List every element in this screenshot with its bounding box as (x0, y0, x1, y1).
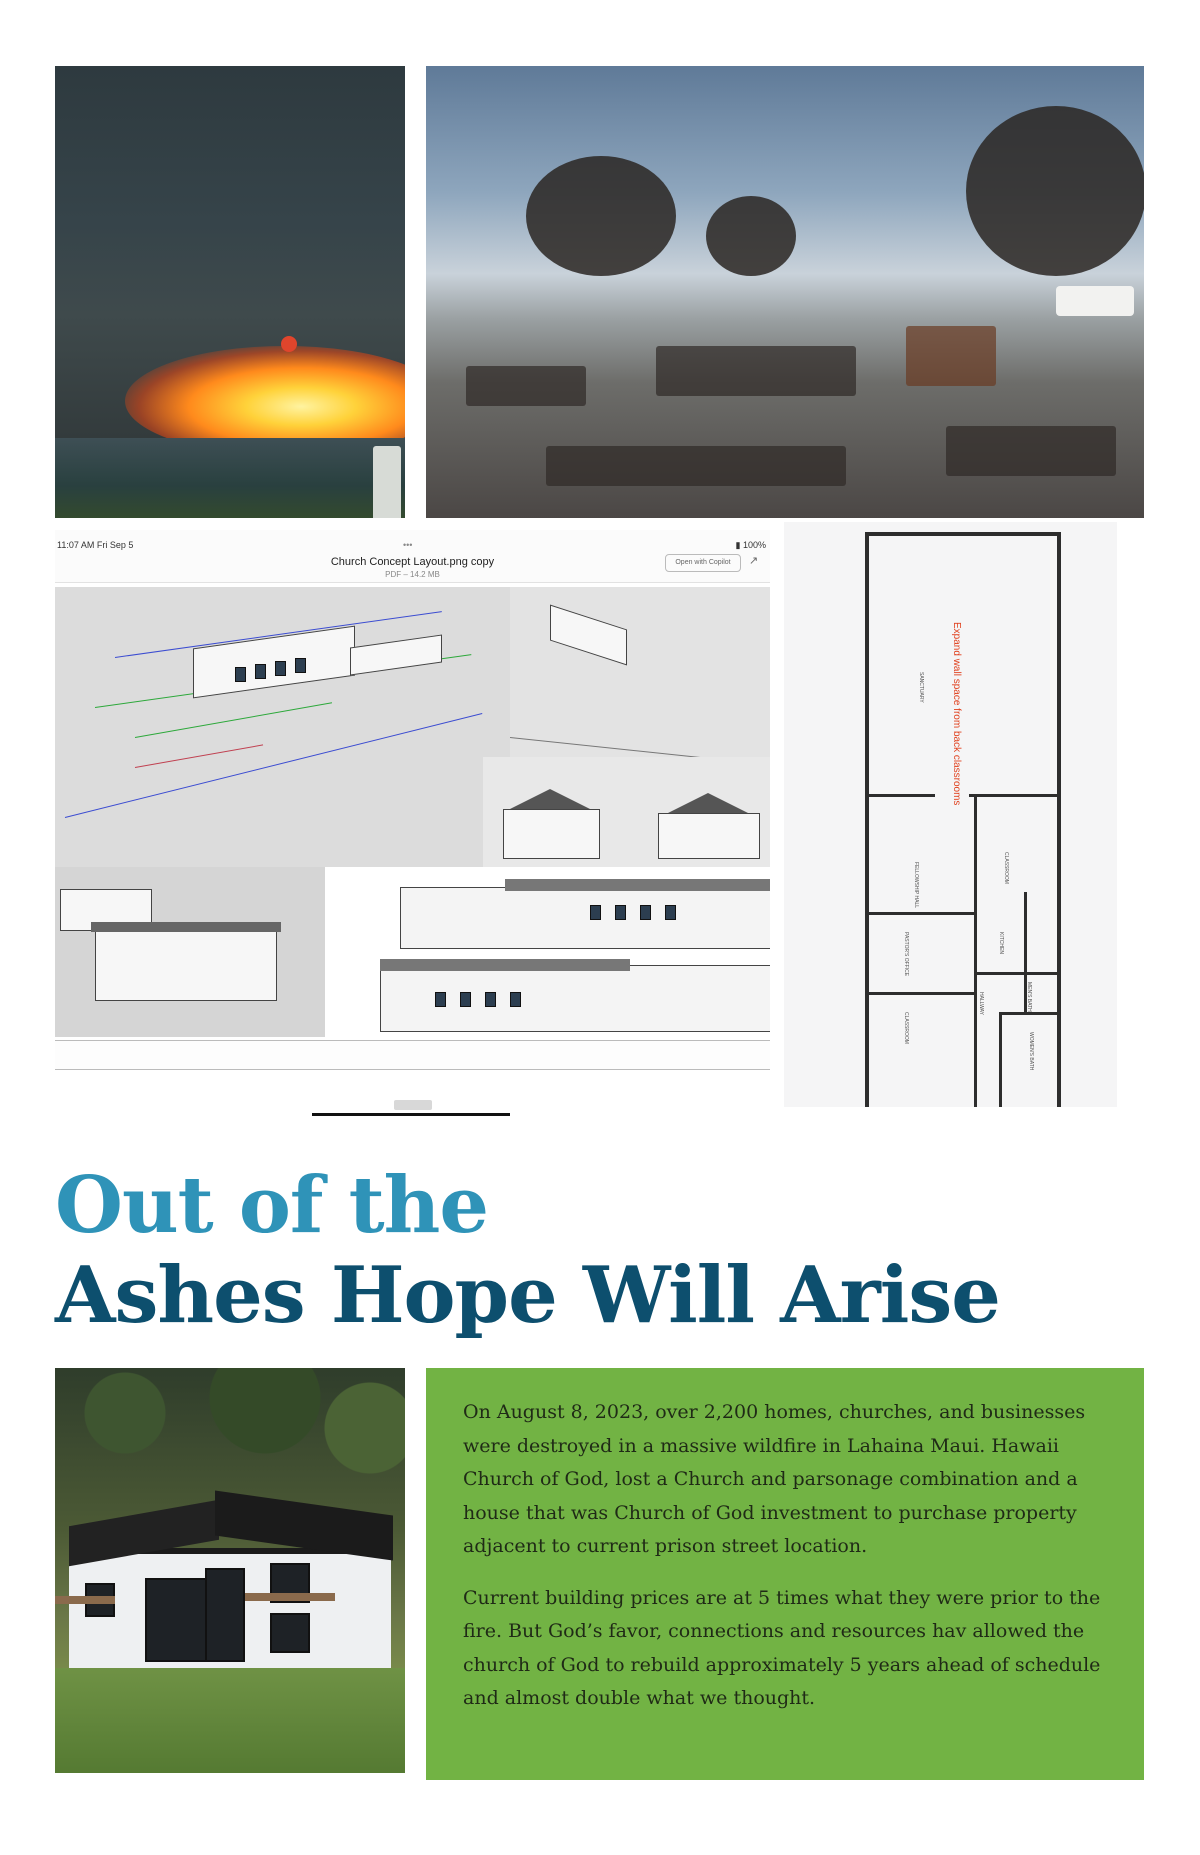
window (255, 664, 266, 679)
window (205, 1568, 245, 1662)
wall (865, 912, 974, 915)
document-scrollbar[interactable] (55, 1040, 770, 1070)
elevation-building (658, 813, 760, 859)
floor-plan (784, 522, 1117, 1107)
wall (865, 532, 1061, 536)
story-paragraph-2: Current building prices are at 5 times what they were prior to the fire. But God’s favor, connections and resources hav allowed the church of God to rebuild approximately 5 years ahead of schedule and almost double what we thought. (463, 1586, 1101, 1709)
headline-line-1: Out of the (55, 1160, 488, 1251)
pdf-viewer-toolbar (55, 530, 770, 583)
pergola (55, 1596, 115, 1604)
burned-ruins-photo (426, 66, 1144, 518)
elevation-building (503, 809, 600, 859)
floor-plan-note: Expand wall space from back classrooms (951, 622, 962, 806)
aerial-render (510, 587, 770, 757)
lawn (55, 1668, 405, 1773)
debris (466, 366, 586, 406)
headline-line-2: Ashes Hope Will Arise (55, 1250, 1000, 1341)
debris (546, 446, 846, 486)
perspective-building (95, 929, 277, 1001)
wall (865, 794, 935, 797)
wildfire-photo (55, 66, 405, 518)
window (665, 905, 676, 920)
room-label: MEN'S BATH (1026, 982, 1032, 1012)
roof (91, 922, 281, 932)
divider-line (312, 1113, 510, 1116)
window (270, 1613, 310, 1653)
site-plan-render (55, 587, 510, 867)
front-elevation-render (325, 867, 770, 1037)
window (510, 992, 521, 1007)
room-label: CLASSROOM (903, 1012, 909, 1044)
debris (946, 426, 1116, 476)
file-title: Church Concept Layout.png copy (330, 556, 495, 568)
street-line (510, 737, 769, 757)
room-label: SANCTUARY (918, 672, 924, 703)
building-plans-screenshot (55, 530, 770, 1115)
perspective-render (55, 867, 325, 1037)
window (485, 992, 496, 1007)
more-dots[interactable]: ••• (403, 540, 413, 550)
roof (380, 959, 630, 971)
window (460, 992, 471, 1007)
shoreline (55, 438, 405, 518)
roof (668, 793, 748, 813)
debris (656, 346, 856, 396)
wall (999, 1012, 1002, 1107)
page-indicator[interactable] (394, 1100, 432, 1110)
room-label: FELLOWSHIP HALL (913, 862, 919, 909)
burned-tree (966, 106, 1144, 276)
story-paragraph-1: On August 8, 2023, over 2,200 homes, churches, and businesses were destroyed in a massive wildfire in Lahaina Maui. Hawaii Church of God, lost a Church and parsonage combination and a house that was Church of God investment to purchase property adjacent to current prison street location. (463, 1401, 1086, 1557)
wall (1057, 532, 1061, 1107)
window (145, 1578, 207, 1662)
white-truck (1056, 286, 1134, 316)
wall (865, 532, 869, 1107)
elevation-building (400, 887, 770, 949)
pergola (245, 1593, 335, 1601)
burned-tree (526, 156, 676, 276)
status-time: 11:07 AM Fri Sep 5 (57, 540, 134, 550)
room-label: HALLWAY (978, 992, 984, 1015)
elevation-render (483, 757, 770, 867)
parking-outline (135, 744, 263, 768)
room-label: PASTOR'S OFFICE (903, 932, 909, 977)
parking-line (135, 702, 332, 738)
church-building-model (193, 626, 355, 699)
wall (969, 794, 1061, 797)
parsonage-model (350, 635, 442, 676)
new-church-render (55, 1368, 405, 1773)
roof (510, 789, 590, 809)
burned-tree (706, 196, 796, 276)
room-label: WOMEN'S BATH (1028, 1032, 1034, 1071)
file-meta: PDF – 14.2 MB (385, 570, 440, 579)
story-text-box (426, 1368, 1144, 1780)
open-copilot-button[interactable]: Open with Copilot (665, 554, 741, 572)
wall (974, 972, 1059, 975)
battery-indicator: ▮ 100% (735, 540, 766, 550)
wall (974, 794, 977, 1107)
roof (505, 879, 770, 891)
wall (865, 992, 974, 995)
debris (906, 326, 996, 386)
window (295, 658, 306, 673)
building-model (550, 604, 627, 665)
window (275, 661, 286, 676)
railing-post (373, 446, 401, 518)
property-line (65, 713, 482, 818)
window (640, 905, 651, 920)
room-label: KITCHEN (998, 932, 1004, 954)
wall (999, 1012, 1059, 1015)
red-sun (281, 336, 297, 352)
share-icon[interactable]: ↗ (749, 555, 759, 567)
window (435, 992, 446, 1007)
room-label: CLASSROOM (1003, 852, 1009, 884)
window (235, 667, 246, 682)
window (590, 905, 601, 920)
window (615, 905, 626, 920)
